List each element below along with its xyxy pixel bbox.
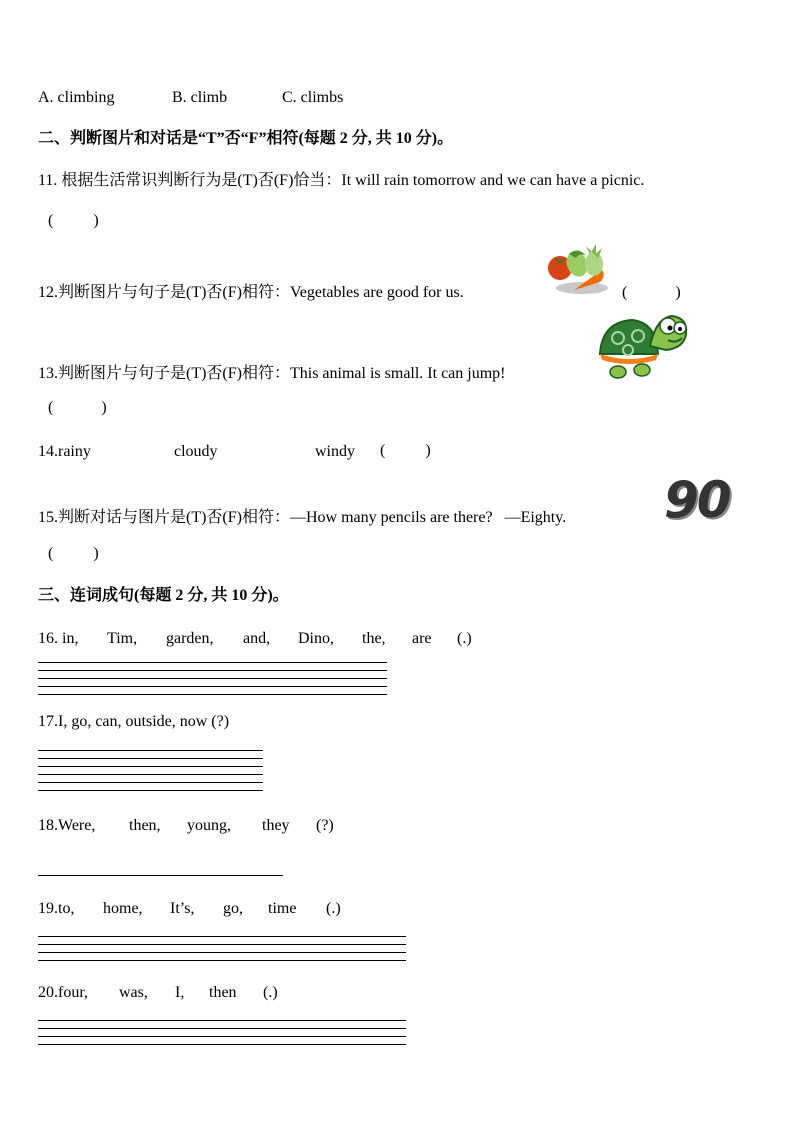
q18-word: then,	[129, 817, 161, 834]
answer-line-17[interactable]	[38, 790, 263, 791]
q20-word: I,	[175, 984, 185, 1001]
answer-line-20[interactable]	[38, 1044, 406, 1045]
q16-word: Tim,	[107, 630, 138, 647]
answer-paren-14[interactable]: ( )	[380, 442, 431, 459]
q20-word: then	[209, 984, 237, 1001]
answer-line-19[interactable]	[38, 944, 406, 945]
answer-line-17[interactable]	[38, 758, 263, 759]
question-11: 11. 根据生活常识判断行为是(T)否(F)恰当：It will rain tomorrow and we can have a picnic.	[38, 172, 645, 189]
q14-word-windy: windy	[315, 443, 355, 460]
q20-word: 20.four,	[38, 984, 89, 1001]
q19-word: home,	[103, 900, 143, 917]
q16-word: the,	[362, 630, 386, 647]
option-a: A. climbing	[38, 89, 115, 106]
q18-word: (?)	[316, 817, 334, 834]
answer-line-16[interactable]	[38, 662, 387, 663]
q19-word: go,	[223, 900, 243, 917]
q20-word: (.)	[263, 984, 278, 1001]
answer-line-16[interactable]	[38, 686, 387, 687]
answer-line-17[interactable]	[38, 774, 263, 775]
q16-word: (.)	[457, 630, 472, 647]
q19-word: It’s,	[170, 900, 195, 917]
answer-line-18[interactable]	[38, 875, 283, 876]
answer-line-19[interactable]	[38, 952, 406, 953]
q14-word-cloudy: cloudy	[174, 443, 218, 460]
answer-paren-12[interactable]: ( )	[622, 284, 681, 301]
q19-word: 19.to,	[38, 900, 75, 917]
q16-word: are	[412, 630, 432, 647]
question-17: 17.I, go, can, outside, now (?)	[38, 713, 230, 730]
answer-paren-13[interactable]: ( )	[48, 399, 107, 416]
q18-word: 18.Were,	[38, 817, 96, 834]
number-90-picture: 90	[664, 471, 730, 529]
option-c: C. climbs	[282, 89, 344, 106]
q16-word: 16. in,	[38, 630, 79, 647]
q19-word: time	[268, 900, 297, 917]
question-12: 12.判断图片与句子是(T)否(F)相符：Vegetables are good for us.	[38, 284, 464, 301]
q19-word: (.)	[326, 900, 341, 917]
vegetables-picture	[544, 242, 614, 298]
q14-word-rainy: 14.rainy	[38, 443, 91, 460]
section2-heading: 二、判断图片和对话是“T”否“F”相符(每题 2 分, 共 10 分)。	[38, 130, 454, 147]
section3-heading: 三、连词成句(每题 2 分, 共 10 分)。	[38, 587, 289, 604]
answer-line-16[interactable]	[38, 670, 387, 671]
answer-line-20[interactable]	[38, 1020, 406, 1021]
answer-line-20[interactable]	[38, 1036, 406, 1037]
answer-line-17[interactable]	[38, 766, 263, 767]
answer-line-16[interactable]	[38, 694, 387, 695]
q18-word: they	[262, 817, 290, 834]
answer-line-17[interactable]	[38, 750, 263, 751]
answer-line-19[interactable]	[38, 936, 406, 937]
q20-word: was,	[119, 984, 148, 1001]
q16-word: and,	[243, 630, 271, 647]
question-13: 13.判断图片与句子是(T)否(F)相符：This animal is small. It can jump!	[38, 365, 506, 382]
answer-line-17[interactable]	[38, 782, 263, 783]
answer-line-16[interactable]	[38, 678, 387, 679]
option-b: B. climb	[172, 89, 228, 106]
answer-paren-15[interactable]: ( )	[48, 545, 99, 562]
question-15: 15.判断对话与图片是(T)否(F)相符：—How many pencils are there? —Eighty.	[38, 509, 567, 526]
answer-line-20[interactable]	[38, 1028, 406, 1029]
q16-word: garden,	[166, 630, 214, 647]
q18-word: young,	[187, 817, 231, 834]
answer-paren-11[interactable]: ( )	[48, 212, 99, 229]
q16-word: Dino,	[298, 630, 334, 647]
answer-line-19[interactable]	[38, 960, 406, 961]
turtle-picture	[596, 308, 690, 380]
